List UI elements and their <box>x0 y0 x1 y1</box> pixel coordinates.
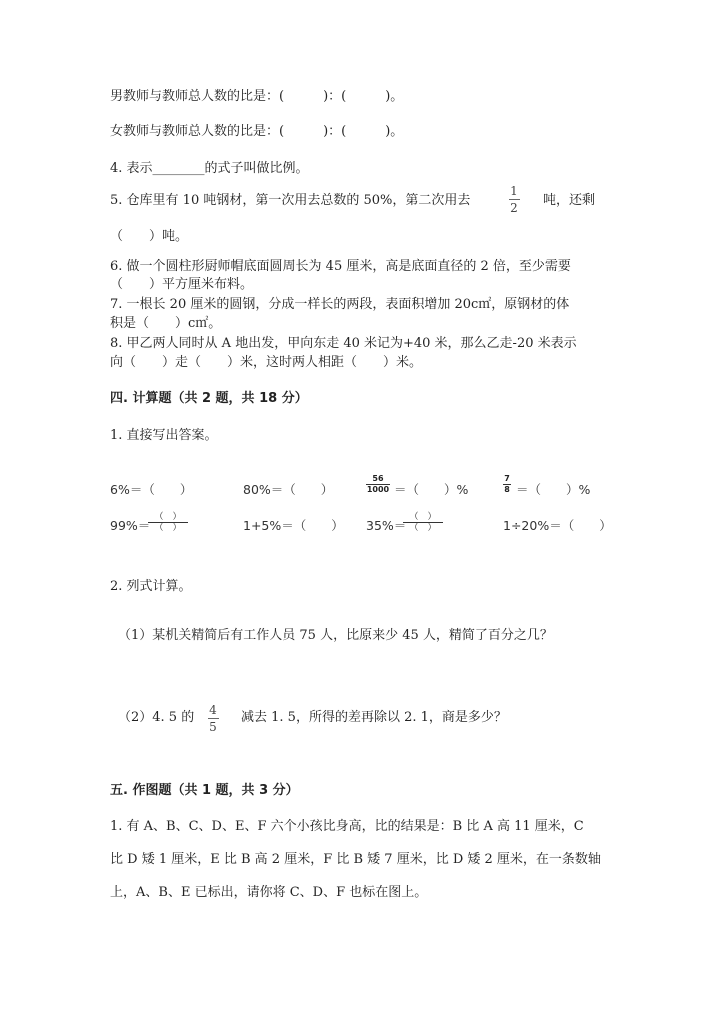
question-7-line1: 7. 一根长 20 厘米的圆钢，分成一样长的两段，表面积增加 20c㎡，原钢材的体 <box>110 297 570 312</box>
calc-item-7-8-rest: ＝（ ）% <box>516 482 591 497</box>
calc-item-99-percent: 99%＝ <box>110 518 151 533</box>
question-5-fraction <box>507 183 521 216</box>
calc-q2-part2-text: （2）4. 5 的 <box>118 710 195 725</box>
section-4-title: 四. 计算题（共 2 题，共 18 分） <box>110 391 308 406</box>
drawing-q1-line2: 比 D 矮 1 厘米，E 比 B 高 2 厘米，F 比 B 矮 7 厘米，比 D 矮 2 厘米，在一条数轴 <box>110 852 601 867</box>
calc-q2-part1: （1）某机关精简后有工作人员 75 人，比原来少 45 人，精简了百分之几？ <box>118 628 553 643</box>
fraction-numerator: 1 <box>510 184 518 198</box>
male-ratio-question: 男教师与教师总人数的比是：( )：( )。 <box>110 89 404 104</box>
fraction-denominator: 5 <box>209 720 217 734</box>
section-5-title: 五. 作图题（共 1 题，共 3 分） <box>110 783 299 798</box>
question-8-line2: 向（ ）走（ ）米，这时两人相距（ ）米。 <box>110 355 423 370</box>
calc-item-1-plus-5-percent: 1+5%＝（ ） <box>243 518 344 533</box>
calc-blank-fraction-99: （ ） （ ） <box>148 512 188 533</box>
female-ratio-question: 女教师与教师总人数的比是：( )：( )。 <box>110 124 404 139</box>
calc-q1-title: 1. 直接写出答案。 <box>110 428 218 443</box>
question-5-text-after: 吨，还剩 <box>543 193 596 208</box>
question-7-line2: 积是（ ）c㎡。 <box>110 316 222 331</box>
calc-item-1-div-20-percent: 1÷20%＝（ ） <box>503 518 612 533</box>
fraction-denominator: 1000 <box>366 485 390 494</box>
question-6-line2: （ ）平方厘米布料。 <box>110 277 254 292</box>
fraction-denominator: 8 <box>504 485 510 494</box>
fraction-numerator: 7 <box>504 474 510 483</box>
calc-fraction-56-1000 <box>366 474 390 495</box>
question-8-line1: 8. 甲乙两人同时从 A 地出发，甲向东走 40 米记为+40 米，那么乙走-20 米表示 <box>110 336 577 351</box>
drawing-q1-line1: 1. 有 A、B、C、D、E、F 六个小孩比身高，比的结果是：B 比 A 高 11 厘米，C <box>110 819 584 834</box>
calc-blank-fraction-35: （ ） （ ） <box>403 512 443 533</box>
calc-fraction-7-8 <box>503 474 511 495</box>
question-4: 4. 表示________的式子叫做比例。 <box>110 161 309 176</box>
calc-item-35-percent: 35%＝ <box>366 518 407 533</box>
fraction-denominator: 2 <box>510 201 518 215</box>
question-6-line1: 6. 做一个圆柱形厨师帽底面圆周长为 45 厘米，高是底面直径的 2 倍，至少需要 <box>110 259 571 274</box>
drawing-q1-line3: 上，A、B、E 已标出，请你将 C、D、F 也标在图上。 <box>110 885 428 900</box>
calc-item-6-percent: 6%＝（ ） <box>110 482 193 497</box>
fraction-numerator: 4 <box>209 703 217 717</box>
question-5-line2: （ ）吨。 <box>110 229 189 244</box>
question-5-text: 5. 仓库里有 10 吨钢材，第一次用去总数的 50%，第二次用去 <box>110 193 471 208</box>
calc-q2-title: 2. 列式计算。 <box>110 579 192 594</box>
calc-q2-part2-text-after: 减去 1. 5，所得的差再除以 2. 1，商是多少？ <box>241 710 507 725</box>
calc-item-80-percent: 80%＝（ ） <box>243 482 334 497</box>
fraction-numerator: 56 <box>372 474 384 483</box>
calc-q2-part2-fraction <box>206 702 220 735</box>
calc-item-56-1000-rest: ＝（ ）% <box>394 482 469 497</box>
